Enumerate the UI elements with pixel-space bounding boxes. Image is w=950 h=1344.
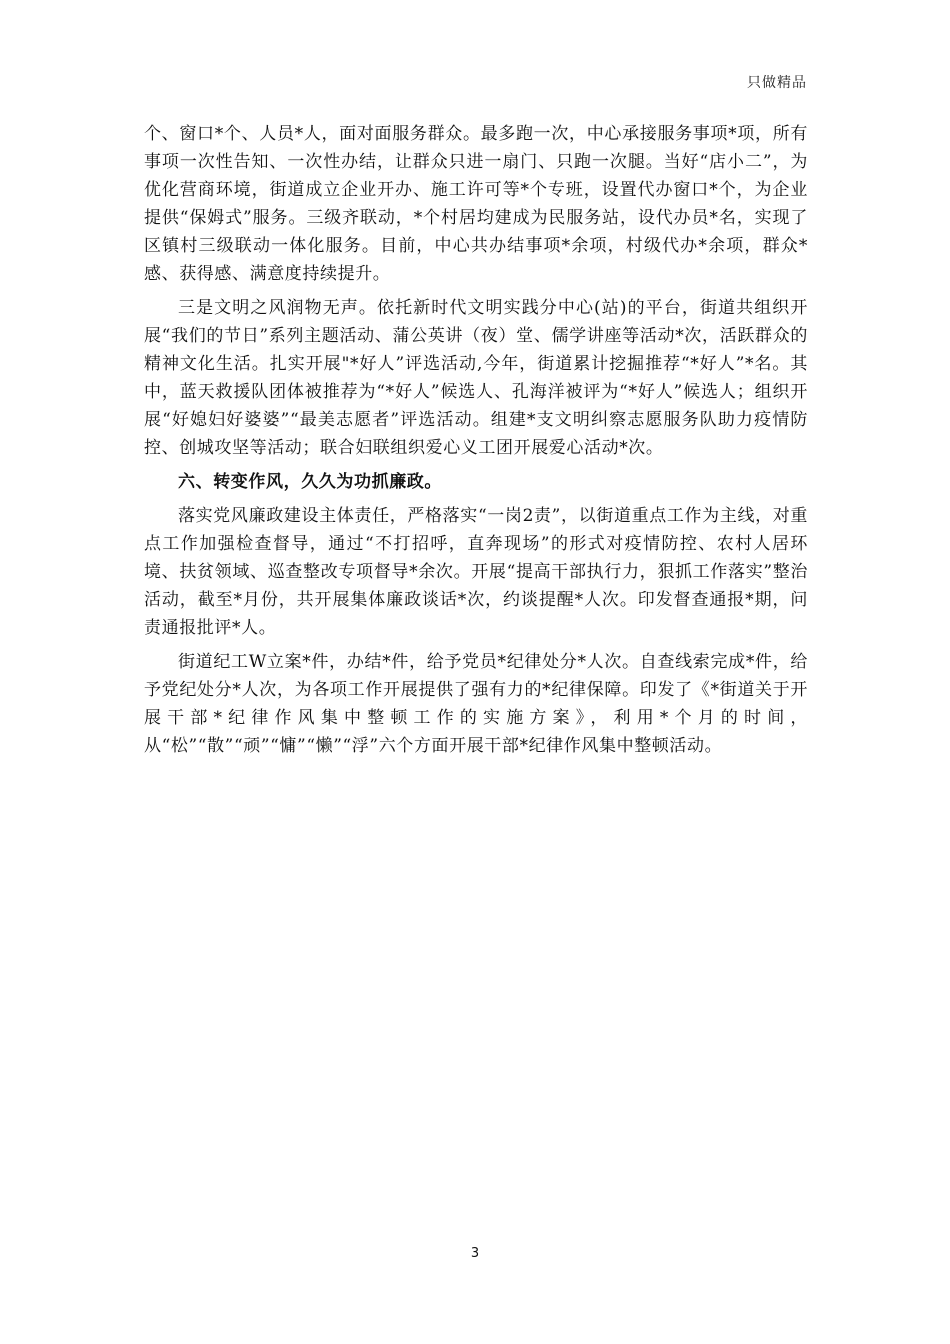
paragraph-service-center: 个、窗口*个、人员*人，面对面服务群众。最多跑一次，中心承接服务事项*项，所有事项一次性告知、一次性办结，让群众只进一扇门、只跑一次腿。当好“店小二”，为优化营商环境，街道成立企业开办、施工许可等*个专班，设置代办窗口*个，为企业提供“保姆式”服务。三级齐联动，*个村居均建成为民服务站，设代办员*名，实现了区镇村三级联动一体化服务。目前，中心共办结事项*余项，村级代办*余项，群众*感、获得感、满意度持续提升。 <box>144 124 808 284</box>
page-number: 3 <box>470 1246 480 1261</box>
header-note: 只做精品 <box>747 75 807 91</box>
section-heading-six: 六、转变作风，久久为功抓廉政。 <box>178 472 442 492</box>
paragraph-integrity-responsibility: 落实党风廉政建设主体责任，严格落实“一岗2责”，以街道重点工作为主线，对重点工作加强检查督导，通过“不打招呼，直奔现场”的形式对疫情防控、农村人居环境、扶贫领域、巡查整改专项督导*余次。开展“提高干部执行力，狠抓工作落实”整治活动，截至*月份，共开展集体廉政谈话*次，约谈提醒*人次。印发督查通报*期，问责通报批评*人。 <box>144 506 808 638</box>
paragraph-discipline-cases: 街道纪工W立案*件，办结*件，给予党员*纪律处分*人次。自查线索完成*件，给予党纪处分*人次，为各项工作开展提供了强有力的*纪律保障。印发了《*街道关于开展干部*纪律作风集中整顿工作的实施方案》，利用*个月的时间，从“松”“散”“顽”“慵”“懒”“浮”六个方面开展干部*纪律作风集中整顿活动。 <box>144 652 808 756</box>
paragraph-civilization: 三是文明之风润物无声。依托新时代文明实践分中心(站)的平台，街道共组织开展“我们的节日”系列主题活动、蒲公英讲（夜）堂、儒学讲座等活动*次，活跃群众的精神文化生活。扎实开展"*好人”评选活动,今年，街道累计挖掘推荐“*好人”*名。其中，蓝天救援队团体被推荐为“*好人”候选人、孔海洋被评为“*好人”候选人；组织开展“好媳妇好婆婆”“最美志愿者”评选活动。组建*支文明纠察志愿服务队助力疫情防控、创城攻坚等活动；联合妇联组织爱心义工团开展爱心活动*次。 <box>144 298 808 458</box>
document-body <box>144 120 808 766</box>
